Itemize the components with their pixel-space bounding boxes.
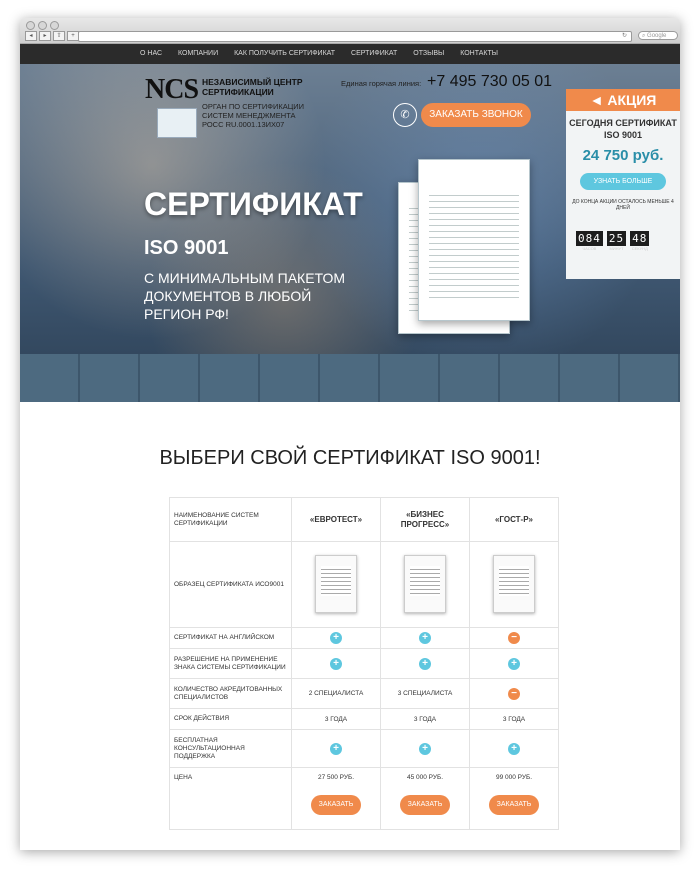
nav-item-reviews[interactable]: ОТЗЫВЫ <box>413 50 445 57</box>
logo-mark: NCS <box>145 74 199 105</box>
search-placeholder: Google <box>647 33 667 39</box>
cell-value: 2 СПЕЦИАЛИСТА <box>292 679 381 709</box>
phone-icon: ✆ <box>393 103 417 127</box>
accreditation-certificate-image <box>157 108 197 138</box>
forward-icon[interactable]: ▸ <box>39 31 51 41</box>
browser-window <box>20 18 680 850</box>
logo-title: НЕЗАВИСИМЫЙ ЦЕНТР СЕРТИФИКАЦИИ <box>202 77 303 97</box>
row-label: РАЗРЕШЕНИЕ НА ПРИМЕНЕНИЕ ЗНАКА СИСТЕМЫ СЕРТИФИКАЦИИ <box>170 649 292 679</box>
certificate-thumbnail[interactable] <box>493 555 535 613</box>
megaphone-icon: ◄ <box>589 92 608 108</box>
share-icon[interactable]: ⇧ <box>53 31 65 41</box>
column-business-progress: «БИЗНЕС ПРОГРЕСС» <box>381 498 470 542</box>
table-row <box>170 649 559 679</box>
promo-note: ДО КОНЦА АКЦИИ ОСТАЛОСЬ МЕНЬШЕ 4 ДНЕЙ <box>572 199 674 211</box>
row-label: СРОК ДЕЙСТВИЯ <box>170 709 292 730</box>
wooden-table-graphic <box>20 354 680 402</box>
promo-header: ◄ АКЦИЯ <box>566 89 680 111</box>
table-row <box>170 709 559 730</box>
order-button[interactable]: ЗАКАЗАТЬ <box>489 795 539 815</box>
timer-seconds-label: СЕКУНД <box>631 246 648 251</box>
nav-item-how-to-get[interactable]: КАК ПОЛУЧИТЬ СЕРТИФИКАТ <box>234 50 336 57</box>
row-label: ЦЕНА <box>170 768 292 830</box>
order-button[interactable]: ЗАКАЗАТЬ <box>400 795 450 815</box>
nav-item-contacts[interactable]: КОНТАКТЫ <box>460 50 498 57</box>
minus-icon: − <box>508 632 520 644</box>
minimize-window-icon[interactable] <box>38 21 47 30</box>
nav-item-certificate[interactable]: СЕРТИФИКАТ <box>351 50 398 57</box>
plus-icon: + <box>330 658 342 670</box>
top-navigation <box>20 44 680 64</box>
cell-value: 3 СПЕЦИАЛИСТА <box>381 679 470 709</box>
certificate-image-main <box>418 159 530 321</box>
new-tab-icon[interactable]: + <box>67 31 79 41</box>
hero-subtitle: ISO 9001 <box>144 237 229 259</box>
comparison-table <box>169 497 559 830</box>
plus-icon: + <box>330 743 342 755</box>
table-header-label: НАИМЕНОВАНИЕ СИСТЕМ СЕРТИФИКАЦИИ <box>170 498 292 542</box>
callback-button[interactable]: ЗАКАЗАТЬ ЗВОНОК <box>421 103 531 127</box>
cell-value: 3 ГОДА <box>381 709 470 730</box>
close-window-icon[interactable] <box>26 21 35 30</box>
reload-icon[interactable]: ↻ <box>621 33 627 39</box>
timer-hours-label: ЧАСОВ <box>582 246 597 251</box>
column-eurotest: «ЕВРОТЕСТ» <box>292 498 381 542</box>
nav-item-companies[interactable]: КОМПАНИИ <box>178 50 219 57</box>
plus-icon: + <box>508 743 520 755</box>
minus-icon: − <box>508 688 520 700</box>
plus-icon: + <box>419 658 431 670</box>
plus-icon: + <box>508 658 520 670</box>
sample-label: ОБРАЗЕЦ СЕРТИФИКАТА ИСО9001 <box>170 542 292 628</box>
phone-number[interactable]: +7 495 730 05 01 <box>427 73 553 90</box>
hotline-label: Единая горячая линия: <box>341 79 422 88</box>
search-input[interactable] <box>638 31 678 40</box>
logo-subtitle: ОРГАН ПО СЕРТИФИКАЦИИ СИСТЕМ МЕНЕДЖМЕНТА РОСС RU.0001.13ИХ07 <box>202 102 305 129</box>
learn-more-button[interactable]: УЗНАТЬ БОЛЬШЕ <box>580 173 666 190</box>
timer-minutes: 25 <box>608 232 625 245</box>
comparison-section <box>20 402 680 850</box>
price-value: 99 000 РУБ. <box>495 774 533 781</box>
price-value: 45 000 РУБ. <box>406 774 444 781</box>
table-row <box>170 768 559 830</box>
certificate-thumbnail[interactable] <box>404 555 446 613</box>
table-row <box>170 542 559 628</box>
browser-toolbar <box>20 18 680 44</box>
back-icon[interactable]: ◂ <box>25 31 37 41</box>
row-label: СЕРТИФИКАТ НА АНГЛИЙСКОМ <box>170 628 292 649</box>
address-bar[interactable] <box>78 31 632 42</box>
price-value: 27 500 РУБ. <box>317 774 355 781</box>
timer-seconds: 48 <box>632 232 648 245</box>
certificate-thumbnail[interactable] <box>315 555 357 613</box>
hero-banner <box>20 64 680 402</box>
promo-price: 24 750 руб. <box>582 147 664 164</box>
hero-title: СЕРТИФИКАТ <box>144 186 363 222</box>
cell-value: 3 ГОДА <box>292 709 381 730</box>
promo-title: СЕГОДНЯ СЕРТИФИКАТ ISO 9001 <box>569 118 677 140</box>
timer-hours: 084 <box>578 232 601 245</box>
nav-item-about[interactable]: О НАС <box>140 50 163 57</box>
column-gost-r: «ГОСТ-Р» <box>470 498 559 542</box>
plus-icon: + <box>330 632 342 644</box>
order-button[interactable]: ЗАКАЗАТЬ <box>311 795 361 815</box>
cell-value: 3 ГОДА <box>470 709 559 730</box>
hero-text: С МИНИМАЛЬНЫМ ПАКЕТОМ ДОКУМЕНТОВ В ЛЮБОЙ РЕГИОН РФ! <box>144 270 346 322</box>
search-icon: ⌕ <box>642 33 646 39</box>
maximize-window-icon[interactable] <box>50 21 59 30</box>
timer-minutes-label: МИНУТ <box>609 246 624 251</box>
row-label: КОЛИЧЕСТВО АКРЕДИТОВАННЫХ СПЕЦИАЛИСТОВ <box>170 679 292 709</box>
countdown-timer <box>576 231 649 251</box>
section-title: ВЫБЕРИ СВОЙ СЕРТИФИКАТ ISO 9001! <box>159 447 541 469</box>
row-label: БЕСПЛАТНАЯ КОНСУЛЬТАЦИОННАЯ ПОДДЕРЖКА <box>170 730 292 768</box>
table-row <box>170 628 559 649</box>
plus-icon: + <box>419 632 431 644</box>
plus-icon: + <box>419 743 431 755</box>
table-row <box>170 679 559 709</box>
window-controls <box>26 21 59 30</box>
table-row <box>170 730 559 768</box>
table-row <box>170 498 559 542</box>
